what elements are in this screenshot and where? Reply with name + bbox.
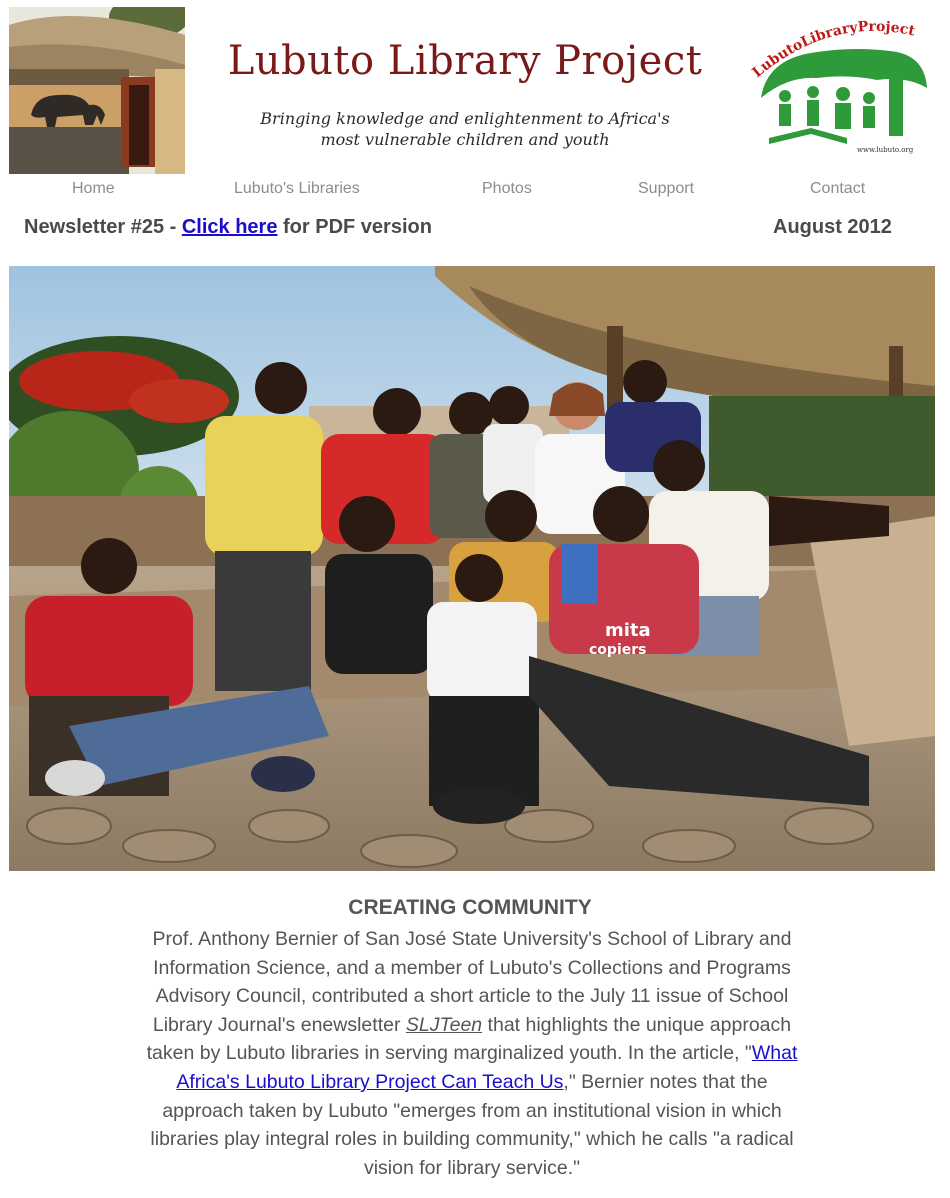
site-title: Lubuto Library Project <box>227 38 703 84</box>
nav-support[interactable]: Support <box>638 180 695 197</box>
nav-contact[interactable]: Contact <box>810 180 866 197</box>
group-photo-image <box>9 266 935 871</box>
hut-photo <box>9 7 185 174</box>
newsletter-prefix: Newsletter #25 - <box>24 216 182 238</box>
nav-home[interactable]: Home <box>72 180 115 197</box>
logo-arc-text: LubutoLibraryProject <box>749 18 917 81</box>
group-photo <box>9 266 935 871</box>
tagline-line-2: most vulnerable children and youth <box>320 130 610 149</box>
jersey-text-2: copiers <box>589 642 647 658</box>
article-text-part-1: Prof. Anthony Bernier of San José State University's School of Library and Information Science, and a member of Lubuto's Collections and Programs Advisory Council, contributed a short article to the July 11 issue of School Library Journal's enewsletter <box>152 928 792 1036</box>
newsletter-date: August 2012 <box>773 216 892 238</box>
site-tagline <box>210 108 720 150</box>
tagline-line-1: Bringing knowledge and enlightenment to Africa's <box>260 109 670 128</box>
article-heading: CREATING COMMUNITY <box>348 896 592 919</box>
article-body <box>140 925 804 1182</box>
publication-name: SLJTeen <box>405 1013 483 1036</box>
article-text-part-3: ," Bernier notes that the approach taken by Lubuto "emerges from an institutional vision in which libraries play integral roles in building community," which he calls "a radical vision for library service." <box>150 1070 794 1179</box>
main-nav <box>0 180 950 204</box>
article-link[interactable]: What Africa's Lubuto Library Project Can Teach Us <box>176 1042 798 1093</box>
article-text-part-2: that highlights the unique approach taken by Lubuto libraries in serving marginalized youth. In the article, " <box>146 1013 792 1065</box>
newsletter-issue-line <box>24 216 432 239</box>
nav-photos[interactable]: Photos <box>482 180 532 197</box>
lubuto-logo[interactable] <box>747 18 933 158</box>
jersey-text-1: mita <box>605 620 651 641</box>
nav-lubutos-libraries[interactable]: Lubuto's Libraries <box>234 180 360 197</box>
hut-image <box>9 7 185 174</box>
pdf-version-link[interactable]: Click here <box>181 216 278 238</box>
newsletter-suffix: for PDF version <box>277 216 432 238</box>
logo-url-text: www.lubuto.org <box>857 146 914 154</box>
